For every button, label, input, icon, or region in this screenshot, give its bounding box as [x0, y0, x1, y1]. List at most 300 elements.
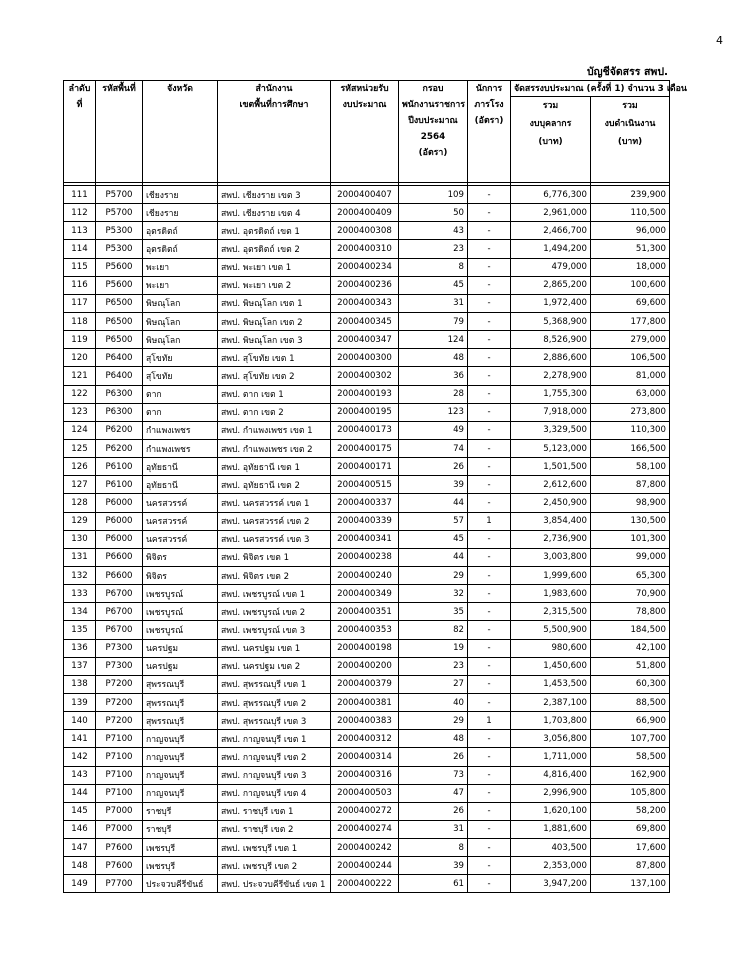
table-row [64, 530, 670, 548]
operating-cell: 100,600 [591, 276, 670, 294]
area-code-cell: P6000 [96, 530, 143, 548]
janitor-cell: - [468, 548, 511, 566]
operating-cell: 239,900 [591, 186, 670, 204]
frame-cell: 45 [399, 530, 468, 548]
area-code-cell: P6600 [96, 548, 143, 566]
operating-cell: 42,100 [591, 639, 670, 657]
table-row [64, 403, 670, 421]
area-code-cell: P7100 [96, 766, 143, 784]
frame-cell: 79 [399, 312, 468, 330]
unit-code-cell: 2000400308 [331, 222, 399, 240]
janitor-cell: - [468, 530, 511, 548]
office-cell: สพป. อุตรดิตถ์ เขต 1 [218, 222, 331, 240]
unit-code-cell: 2000400351 [331, 603, 399, 621]
personnel-cell: 1,620,100 [511, 802, 591, 820]
header-province: จังหวัด [143, 81, 218, 183]
personnel-cell: 2,736,900 [511, 530, 591, 548]
seq-cell: 116 [64, 276, 96, 294]
seq-cell: 124 [64, 421, 96, 439]
office-cell: สพป. พะเยา เขต 2 [218, 276, 331, 294]
operating-cell: 98,900 [591, 494, 670, 512]
table-row [64, 603, 670, 621]
janitor-cell: - [468, 766, 511, 784]
unit-code-cell: 2000400244 [331, 857, 399, 875]
seq-cell: 141 [64, 730, 96, 748]
operating-cell: 81,000 [591, 367, 670, 385]
frame-cell: 74 [399, 439, 468, 457]
area-code-cell: P6000 [96, 512, 143, 530]
frame-cell: 45 [399, 276, 468, 294]
operating-cell: 63,000 [591, 385, 670, 403]
janitor-cell: - [468, 204, 511, 222]
header-area-code: รหัสพื้นที่ [96, 81, 143, 183]
frame-cell: 31 [399, 820, 468, 838]
office-cell: สพป. เชียงราย เขต 3 [218, 186, 331, 204]
unit-code-cell: 2000400302 [331, 367, 399, 385]
janitor-cell: - [468, 312, 511, 330]
area-code-cell: P7600 [96, 839, 143, 857]
frame-cell: 49 [399, 421, 468, 439]
office-cell: สพป. พะเยา เขต 1 [218, 258, 331, 276]
table-row [64, 748, 670, 766]
province-cell: กาญจนบุรี [143, 730, 218, 748]
operating-cell: 78,800 [591, 603, 670, 621]
unit-code-cell: 2000400341 [331, 530, 399, 548]
seq-cell: 113 [64, 222, 96, 240]
table-row [64, 566, 670, 584]
province-cell: เพชรบูรณ์ [143, 585, 218, 603]
personnel-cell: 1,881,600 [511, 820, 591, 838]
table-row [64, 240, 670, 258]
janitor-cell: - [468, 222, 511, 240]
office-cell: สพป. ราชบุรี เขต 1 [218, 802, 331, 820]
area-code-cell: P6300 [96, 385, 143, 403]
table-row [64, 693, 670, 711]
personnel-cell: 5,500,900 [511, 621, 591, 639]
janitor-cell: - [468, 439, 511, 457]
office-cell: สพป. อุตรดิตถ์ เขต 2 [218, 240, 331, 258]
frame-cell: 73 [399, 766, 468, 784]
unit-code-cell: 2000400272 [331, 802, 399, 820]
seq-cell: 111 [64, 186, 96, 204]
header-office: สำนักงาน เขตพื้นที่การศึกษา [218, 81, 331, 183]
unit-code-cell: 2000400200 [331, 657, 399, 675]
operating-cell: 184,500 [591, 621, 670, 639]
unit-code-cell: 2000400409 [331, 204, 399, 222]
janitor-cell: 1 [468, 512, 511, 530]
janitor-cell: - [468, 748, 511, 766]
table-body [64, 186, 670, 893]
office-cell: สพป. กาญจนบุรี เขต 1 [218, 730, 331, 748]
office-cell: สพป. พิจิตร เขต 2 [218, 566, 331, 584]
operating-cell: 162,900 [591, 766, 670, 784]
frame-cell: 28 [399, 385, 468, 403]
janitor-cell: - [468, 458, 511, 476]
province-cell: กาญจนบุรี [143, 784, 218, 802]
table-row [64, 349, 670, 367]
province-cell: นครสวรรค์ [143, 530, 218, 548]
province-cell: นครปฐม [143, 657, 218, 675]
area-code-cell: P7000 [96, 802, 143, 820]
area-code-cell: P7200 [96, 712, 143, 730]
table-row [64, 294, 670, 312]
janitor-cell: - [468, 349, 511, 367]
area-code-cell: P7100 [96, 748, 143, 766]
table-row [64, 802, 670, 820]
personnel-cell: 2,387,100 [511, 693, 591, 711]
frame-cell: 40 [399, 693, 468, 711]
table-row [64, 730, 670, 748]
table-row [64, 204, 670, 222]
personnel-cell: 2,612,600 [511, 476, 591, 494]
area-code-cell: P6400 [96, 349, 143, 367]
frame-cell: 26 [399, 748, 468, 766]
personnel-cell: 3,003,800 [511, 548, 591, 566]
seq-cell: 142 [64, 748, 96, 766]
operating-cell: 105,800 [591, 784, 670, 802]
operating-cell: 70,900 [591, 585, 670, 603]
seq-cell: 149 [64, 875, 96, 893]
office-cell: สพป. พิษณุโลก เขต 1 [218, 294, 331, 312]
janitor-cell: - [468, 657, 511, 675]
frame-cell: 43 [399, 222, 468, 240]
janitor-cell: - [468, 294, 511, 312]
frame-cell: 23 [399, 240, 468, 258]
province-cell: อุตรดิตถ์ [143, 240, 218, 258]
unit-code-cell: 2000400242 [331, 839, 399, 857]
frame-cell: 8 [399, 839, 468, 857]
area-code-cell: P5700 [96, 186, 143, 204]
province-cell: สุโขทัย [143, 349, 218, 367]
seq-cell: 120 [64, 349, 96, 367]
unit-code-cell: 2000400234 [331, 258, 399, 276]
seq-cell: 130 [64, 530, 96, 548]
document-title: บัญชีจัดสรร สพป. [586, 66, 668, 78]
province-cell: เพชรบูรณ์ [143, 603, 218, 621]
frame-cell: 44 [399, 548, 468, 566]
office-cell: สพป. สุพรรณบุรี เขต 2 [218, 693, 331, 711]
personnel-cell: 2,278,900 [511, 367, 591, 385]
frame-cell: 123 [399, 403, 468, 421]
province-cell: พิจิตร [143, 566, 218, 584]
area-code-cell: P7600 [96, 857, 143, 875]
frame-cell: 36 [399, 367, 468, 385]
table-row [64, 548, 670, 566]
table-row [64, 875, 670, 893]
personnel-cell: 1,999,600 [511, 566, 591, 584]
table-row [64, 367, 670, 385]
table-row [64, 857, 670, 875]
unit-code-cell: 2000400240 [331, 566, 399, 584]
office-cell: สพป. นครปฐม เขต 1 [218, 639, 331, 657]
table-row [64, 439, 670, 457]
province-cell: กาญจนบุรี [143, 748, 218, 766]
janitor-cell: - [468, 603, 511, 621]
operating-cell: 58,200 [591, 802, 670, 820]
personnel-cell: 5,368,900 [511, 312, 591, 330]
janitor-cell: 1 [468, 712, 511, 730]
janitor-cell: - [468, 258, 511, 276]
operating-cell: 58,100 [591, 458, 670, 476]
office-cell: สพป. พิษณุโลก เขต 3 [218, 331, 331, 349]
operating-cell: 69,800 [591, 820, 670, 838]
province-cell: เพชรบุรี [143, 839, 218, 857]
frame-cell: 44 [399, 494, 468, 512]
janitor-cell: - [468, 276, 511, 294]
header-allocation: จัดสรรงบประมาณ (ครั้งที่ 1) จำนวน 3 เดือน [511, 81, 670, 97]
unit-code-cell: 2000400198 [331, 639, 399, 657]
operating-cell: 110,300 [591, 421, 670, 439]
area-code-cell: P6700 [96, 621, 143, 639]
province-cell: ราชบุรี [143, 820, 218, 838]
unit-code-cell: 2000400515 [331, 476, 399, 494]
office-cell: สพป. เพชรบุรี เขต 1 [218, 839, 331, 857]
unit-code-cell: 2000400407 [331, 186, 399, 204]
table-row [64, 585, 670, 603]
operating-cell: 66,900 [591, 712, 670, 730]
operating-cell: 110,500 [591, 204, 670, 222]
janitor-cell: - [468, 730, 511, 748]
personnel-cell: 3,854,400 [511, 512, 591, 530]
office-cell: สพป. พิจิตร เขต 1 [218, 548, 331, 566]
operating-cell: 106,500 [591, 349, 670, 367]
personnel-cell: 2,450,900 [511, 494, 591, 512]
frame-cell: 57 [399, 512, 468, 530]
province-cell: เพชรบุรี [143, 857, 218, 875]
office-cell: สพป. ตาก เขต 1 [218, 385, 331, 403]
area-code-cell: P6500 [96, 294, 143, 312]
office-cell: สพป. สุโขทัย เขต 1 [218, 349, 331, 367]
unit-code-cell: 2000400300 [331, 349, 399, 367]
table-row [64, 276, 670, 294]
area-code-cell: P6400 [96, 367, 143, 385]
personnel-cell: 3,947,200 [511, 875, 591, 893]
province-cell: พะเยา [143, 258, 218, 276]
janitor-cell: - [468, 585, 511, 603]
province-cell: ประจวบคีรีขันธ์ [143, 875, 218, 893]
personnel-cell: 1,703,800 [511, 712, 591, 730]
unit-code-cell: 2000400503 [331, 784, 399, 802]
province-cell: สุพรรณบุรี [143, 675, 218, 693]
office-cell: สพป. เชียงราย เขต 4 [218, 204, 331, 222]
table-row [64, 657, 670, 675]
unit-code-cell: 2000400343 [331, 294, 399, 312]
personnel-cell: 5,123,000 [511, 439, 591, 457]
operating-cell: 166,500 [591, 439, 670, 457]
table-row [64, 784, 670, 802]
seq-cell: 112 [64, 204, 96, 222]
unit-code-cell: 2000400238 [331, 548, 399, 566]
office-cell: สพป. นครสวรรค์ เขต 1 [218, 494, 331, 512]
unit-code-cell: 2000400353 [331, 621, 399, 639]
unit-code-cell: 2000400379 [331, 675, 399, 693]
office-cell: สพป. กาญจนบุรี เขต 4 [218, 784, 331, 802]
unit-code-cell: 2000400171 [331, 458, 399, 476]
office-cell: สพป. นครปฐม เขต 2 [218, 657, 331, 675]
seq-cell: 145 [64, 802, 96, 820]
operating-cell: 69,600 [591, 294, 670, 312]
frame-cell: 31 [399, 294, 468, 312]
janitor-cell: - [468, 494, 511, 512]
office-cell: สพป. ราชบุรี เขต 2 [218, 820, 331, 838]
area-code-cell: P6100 [96, 458, 143, 476]
janitor-cell: - [468, 385, 511, 403]
janitor-cell: - [468, 403, 511, 421]
operating-cell: 88,500 [591, 693, 670, 711]
janitor-cell: - [468, 802, 511, 820]
header-frame: กรอบ พนักงานราชการ ปีงบประมาณ 2564 (อัตรา) [399, 81, 468, 183]
province-cell: กำแพงเพชร [143, 439, 218, 457]
frame-cell: 26 [399, 802, 468, 820]
area-code-cell: P7000 [96, 820, 143, 838]
header-seq: ลำดับ ที่ [64, 81, 96, 183]
operating-cell: 87,800 [591, 857, 670, 875]
province-cell: สุพรรณบุรี [143, 712, 218, 730]
janitor-cell: - [468, 240, 511, 258]
personnel-cell: 3,329,500 [511, 421, 591, 439]
table-row [64, 186, 670, 204]
seq-cell: 117 [64, 294, 96, 312]
frame-cell: 29 [399, 712, 468, 730]
office-cell: สพป. เพชรบุรี เขต 2 [218, 857, 331, 875]
province-cell: สุโขทัย [143, 367, 218, 385]
frame-cell: 26 [399, 458, 468, 476]
office-cell: สพป. กำแพงเพชร เขต 2 [218, 439, 331, 457]
area-code-cell: P5300 [96, 240, 143, 258]
table-row [64, 385, 670, 403]
table-row [64, 639, 670, 657]
seq-cell: 126 [64, 458, 96, 476]
personnel-cell: 1,450,600 [511, 657, 591, 675]
operating-cell: 273,800 [591, 403, 670, 421]
operating-cell: 17,600 [591, 839, 670, 857]
seq-cell: 136 [64, 639, 96, 657]
province-cell: กำแพงเพชร [143, 421, 218, 439]
frame-cell: 82 [399, 621, 468, 639]
seq-cell: 125 [64, 439, 96, 457]
header-unit-code: รหัสหน่วยรับ งบประมาณ [331, 81, 399, 183]
unit-code-cell: 2000400337 [331, 494, 399, 512]
janitor-cell: - [468, 675, 511, 693]
table-row [64, 222, 670, 240]
unit-code-cell: 2000400274 [331, 820, 399, 838]
seq-cell: 135 [64, 621, 96, 639]
area-code-cell: P7200 [96, 675, 143, 693]
janitor-cell: - [468, 421, 511, 439]
area-code-cell: P7300 [96, 639, 143, 657]
unit-code-cell: 2000400383 [331, 712, 399, 730]
unit-code-cell: 2000400222 [331, 875, 399, 893]
area-code-cell: P7100 [96, 784, 143, 802]
area-code-cell: P7200 [96, 693, 143, 711]
personnel-cell: 2,996,900 [511, 784, 591, 802]
office-cell: สพป. สุพรรณบุรี เขต 1 [218, 675, 331, 693]
province-cell: ราชบุรี [143, 802, 218, 820]
province-cell: อุทัยธานี [143, 458, 218, 476]
province-cell: พิษณุโลก [143, 294, 218, 312]
seq-cell: 129 [64, 512, 96, 530]
seq-cell: 128 [64, 494, 96, 512]
province-cell: นครสวรรค์ [143, 494, 218, 512]
janitor-cell: - [468, 367, 511, 385]
frame-cell: 48 [399, 349, 468, 367]
seq-cell: 134 [64, 603, 96, 621]
frame-cell: 48 [399, 730, 468, 748]
seq-cell: 147 [64, 839, 96, 857]
unit-code-cell: 2000400339 [331, 512, 399, 530]
area-code-cell: P7100 [96, 730, 143, 748]
area-code-cell: P7300 [96, 657, 143, 675]
seq-cell: 143 [64, 766, 96, 784]
janitor-cell: - [468, 839, 511, 857]
personnel-cell: 2,315,500 [511, 603, 591, 621]
personnel-cell: 403,500 [511, 839, 591, 857]
personnel-cell: 7,918,000 [511, 403, 591, 421]
operating-cell: 51,800 [591, 657, 670, 675]
unit-code-cell: 2000400173 [331, 421, 399, 439]
area-code-cell: P5300 [96, 222, 143, 240]
office-cell: สพป. ประจวบคีรีขันธ์ เขต 1 [218, 875, 331, 893]
table-row [64, 258, 670, 276]
province-cell: พิจิตร [143, 548, 218, 566]
personnel-cell: 2,466,700 [511, 222, 591, 240]
unit-code-cell: 2000400310 [331, 240, 399, 258]
header-janitor: นักการ ภารโรง (อัตรา) [468, 81, 511, 183]
janitor-cell: - [468, 621, 511, 639]
janitor-cell: - [468, 820, 511, 838]
frame-cell: 27 [399, 675, 468, 693]
personnel-cell: 1,453,500 [511, 675, 591, 693]
area-code-cell: P6300 [96, 403, 143, 421]
allocation-table [63, 80, 687, 893]
frame-cell: 47 [399, 784, 468, 802]
unit-code-cell: 2000400312 [331, 730, 399, 748]
unit-code-cell: 2000400236 [331, 276, 399, 294]
province-cell: นครสวรรค์ [143, 512, 218, 530]
personnel-cell: 1,972,400 [511, 294, 591, 312]
janitor-cell: - [468, 186, 511, 204]
table-row [64, 494, 670, 512]
personnel-cell: 6,776,300 [511, 186, 591, 204]
seq-cell: 122 [64, 385, 96, 403]
area-code-cell: P6600 [96, 566, 143, 584]
office-cell: สพป. เพชรบูรณ์ เขต 1 [218, 585, 331, 603]
operating-cell: 99,000 [591, 548, 670, 566]
area-code-cell: P6200 [96, 439, 143, 457]
personnel-cell: 2,865,200 [511, 276, 591, 294]
table-row [64, 421, 670, 439]
table-row [64, 621, 670, 639]
personnel-cell: 2,961,000 [511, 204, 591, 222]
office-cell: สพป. สุโขทัย เขต 2 [218, 367, 331, 385]
seq-cell: 140 [64, 712, 96, 730]
janitor-cell: - [468, 875, 511, 893]
table-row [64, 476, 670, 494]
frame-cell: 8 [399, 258, 468, 276]
seq-cell: 138 [64, 675, 96, 693]
personnel-cell: 4,816,400 [511, 766, 591, 784]
area-code-cell: P5600 [96, 258, 143, 276]
personnel-cell: 8,526,900 [511, 331, 591, 349]
operating-cell: 65,300 [591, 566, 670, 584]
office-cell: สพป. อุทัยธานี เขต 1 [218, 458, 331, 476]
seq-cell: 133 [64, 585, 96, 603]
seq-cell: 146 [64, 820, 96, 838]
province-cell: พิษณุโลก [143, 312, 218, 330]
table-row [64, 712, 670, 730]
unit-code-cell: 2000400175 [331, 439, 399, 457]
area-code-cell: P6100 [96, 476, 143, 494]
